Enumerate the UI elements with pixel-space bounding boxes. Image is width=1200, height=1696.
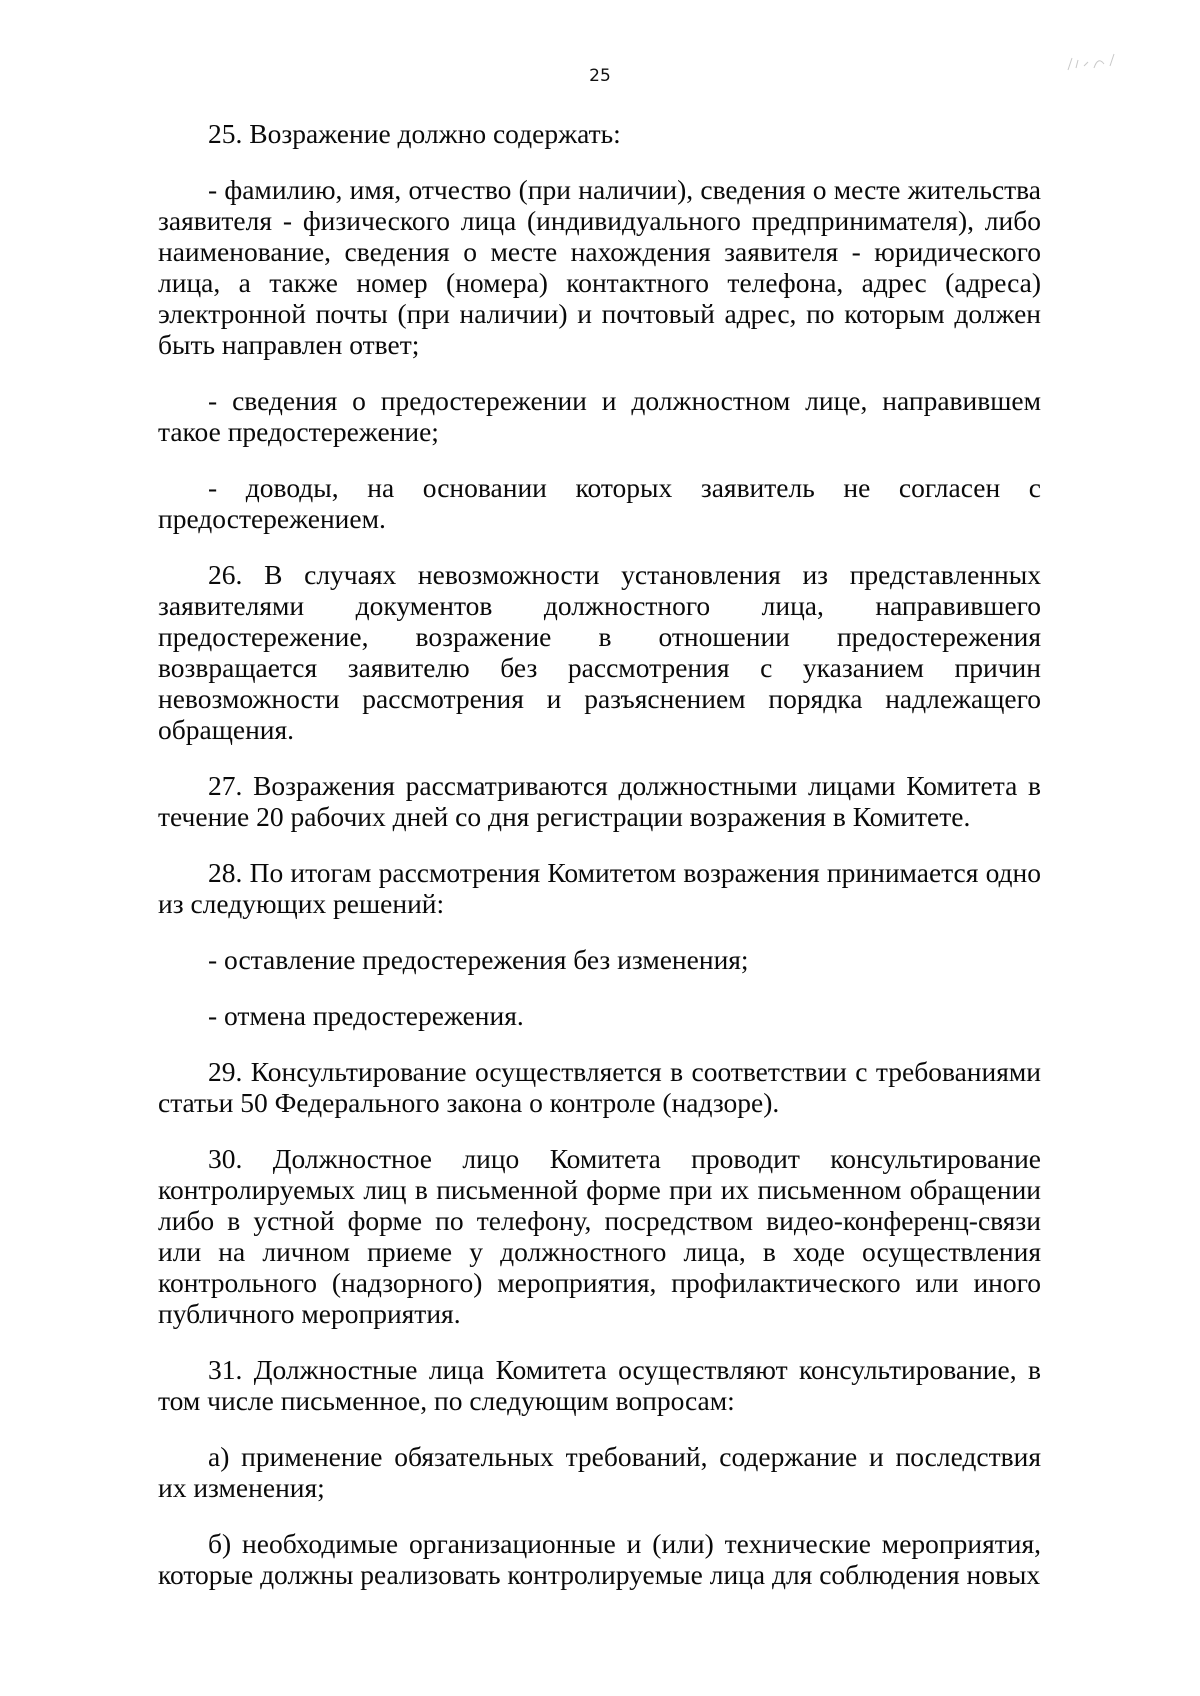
paragraph-31: 31. Должностные лица Комитета осуществляют консультирование, в том числе письменное, по следующим вопросам: — [158, 1354, 1041, 1416]
paragraph-28: 28. По итогам рассмотрения Комитетом возражения принимается одно из следующих решений: — [158, 857, 1041, 919]
paragraph-28-option-cancel: - отмена предостережения. — [208, 1000, 524, 1031]
paragraph-28-option-keep: - оставление предостережения без изменения; — [208, 944, 749, 975]
scan-noise-mark — [1064, 48, 1124, 78]
paragraph-25-intro: 25. Возражение должно содержать: — [208, 118, 621, 149]
paragraph-29: 29. Консультирование осуществляется в соответствии с требованиями статьи 50 Федерального закона о контроле (надзоре). — [158, 1056, 1041, 1118]
paragraph-31-item-b: б) необходимые организационные и (или) технические мероприятия, которые должны реализовать контролируемые лица для соблюдения новых — [158, 1528, 1041, 1590]
paragraph-26: 26. В случаях невозможности установления из представленных заявителями документов должностного лица, направившего предостережение, возражение в отношении предостережения возвращается заявителю без рассмотрения с указанием причин невозможности рассмотрения и разъяснением порядка надлежащего обращения. — [158, 559, 1041, 745]
paragraph-25-item-info: - сведения о предостережении и должностном лице, направившем такое предостережение; — [158, 385, 1041, 447]
page-number: 25 — [589, 66, 611, 86]
paragraph-27: 27. Возражения рассматриваются должностными лицами Комитета в течение 20 рабочих дней со дня регистрации возражения в Комитете. — [158, 770, 1041, 832]
paragraph-30: 30. Должностное лицо Комитета проводит консультирование контролируемых лиц в письменной форме при их письменном обращении либо в устной форме по телефону, посредством видео-конференц-связи или на личном приеме у должностного лица, в ходе осуществления контрольного (надзорного) мероприятия, профилактического или иного публичного мероприятия. — [158, 1143, 1041, 1329]
paragraph-25-item-arguments: - доводы, на основании которых заявитель не согласен с предостережением. — [158, 472, 1041, 534]
paragraph-31-item-a: а) применение обязательных требований, содержание и последствия их изменения; — [158, 1441, 1041, 1503]
document-body — [158, 118, 1041, 1615]
paragraph-25-item-name: - фамилию, имя, отчество (при наличии), сведения о месте жительства заявителя - физического лица (индивидуального предпринимателя), либо наименование, сведения о месте нахождения заявителя - юридического лица, а также номер (номера) контактного телефона, адрес (адреса) электронной почты (при наличии) и почтовый адрес, по которым должен быть направлен ответ; — [158, 174, 1041, 360]
